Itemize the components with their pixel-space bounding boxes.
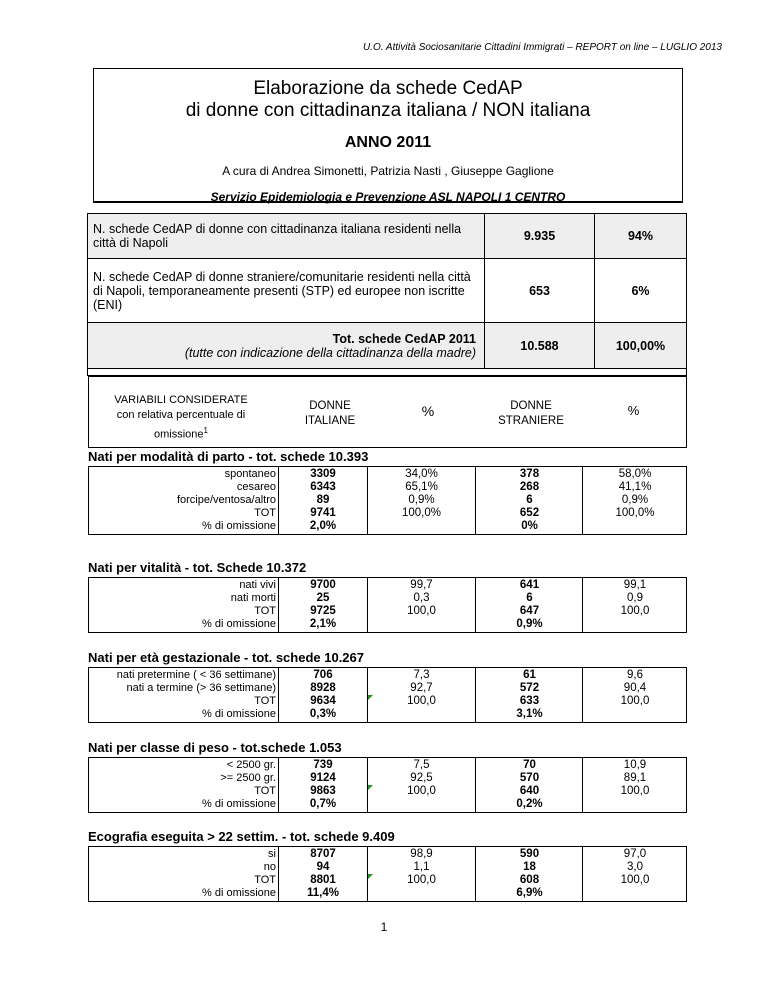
cell-stp: 58,0% [618,468,652,480]
cell-itp: 65,1% [405,481,438,493]
col-pct-1: % [421,403,435,419]
row-label: % di omissione [202,708,276,720]
col-variables-line-2: con relativa percentuale di [116,409,246,421]
cell-marker-icon [368,785,373,790]
cell-it: 89 [316,494,330,506]
section-title: Ecografia eseguita > 22 settim. - tot. schede 9.409 [88,829,395,844]
cell-stp: 100,0% [615,507,655,519]
column-header [88,376,687,448]
section-grid [88,466,687,535]
cell-itp: 99,7 [410,579,433,591]
cell-st: 6 [526,494,533,506]
table-row [89,669,276,682]
cell-stp: 97,0 [623,848,647,860]
cell-marker-icon [368,695,373,700]
col-variables-line-3 [92,423,270,443]
cell-st: 570 [519,772,540,784]
cell-itp: 100,0 [407,605,436,617]
section-title: Nati per modalità di parto - tot. schede 10.393 [88,449,369,464]
table-row [89,618,276,631]
table-row [89,481,276,494]
cell-itp: 0,3 [413,592,430,604]
cell-itp: 7,3 [413,669,430,681]
cell-it: 0,3% [309,708,337,720]
col-variables-omission: omissione [154,428,204,441]
title-line-1: Elaborazione da schede CedAP [253,78,523,99]
cell-st: 70 [523,759,536,771]
table-row [89,798,276,811]
summary-count: 653 [485,259,595,323]
cell-it: 6343 [310,481,336,493]
row-label: >= 2500 gr. [220,772,276,784]
summary-count: 9.935 [485,214,595,259]
cell-itp: 34,0% [405,468,438,480]
row-label: cesareo [236,481,276,493]
summary-count: 10.588 [485,323,595,369]
summary-row [88,214,687,259]
cell-stp: 99,1 [623,579,647,591]
cell-it: 11,4% [307,887,339,899]
summary-row [88,259,687,323]
cell-st: 6 [526,592,533,604]
table-row [89,874,276,887]
cell-itp: 100,0 [407,695,436,707]
table-row [89,759,276,772]
summary-label-total [88,323,485,369]
authors: A cura di Andrea Simonetti, Patrizia Nasti , Giuseppe Gaglione [222,164,554,178]
cell-it: 8707 [310,848,336,860]
summary-row [88,323,687,369]
row-label: TOT [254,695,276,707]
summary-label: N. schede CedAP di donne straniere/comunitarie residenti nella città di Napoli, temporaneamente presenti (STP) ed europee non iscritte (ENI) [88,259,485,323]
col-variables-line-1: VARIABILI CONSIDERATE [114,394,248,406]
cell-itp: 7,5 [413,759,430,771]
cell-stp: 90,4 [623,682,647,694]
cell-itp: 1,1 [413,861,430,873]
cell-st: 6,9% [516,887,543,899]
table-row [89,861,276,874]
row-label: % di omissione [202,520,276,532]
cell-it: 0,7% [309,798,337,810]
page-header: U.O. Attività Sociosanitarie Cittadini Immigrati – REPORT on line – LUGLIO 2013 [362,42,722,53]
cell-marker-icon [368,874,373,879]
row-label: % di omissione [202,887,276,899]
row-label: si [268,848,276,860]
cell-it: 25 [316,592,330,604]
section-title: Nati per classe di peso - tot.schede 1.053 [88,740,342,755]
cell-itp: 92,7 [410,682,433,694]
table-row [89,848,276,861]
cell-stp: 100,0 [620,874,650,886]
cell-stp: 100,0 [620,605,650,617]
report-year: ANNO 2011 [344,134,432,151]
row-label: spontaneo [224,468,276,480]
table-row [89,507,276,520]
cell-st: 0,9% [516,618,543,630]
row-label: nati morti [230,592,276,604]
table-row [89,605,276,618]
cell-itp: 100,0% [401,507,441,519]
row-label: % di omissione [202,798,276,810]
cell-st: 18 [523,861,536,873]
col-italian: DONNE ITALIANE [304,400,356,427]
row-label: < 2500 gr. [226,759,276,771]
cell-it: 94 [316,861,330,873]
cell-it: 706 [313,669,333,681]
cell-stp: 100,0 [620,695,650,707]
row-label: nati pretermine ( < 36 settimane) [116,669,276,681]
cell-it: 739 [313,759,333,771]
title-line-2: di donne con cittadinanza italiana / NON italiana [185,100,591,121]
cell-it: 9725 [310,605,336,617]
page-number: 1 [380,920,388,934]
row-label: TOT [254,785,276,797]
cell-st: 268 [519,481,540,493]
title-box [93,68,683,203]
cell-it: 2,1% [309,618,337,630]
summary-percent: 6% [595,259,687,323]
row-label: TOT [254,874,276,886]
table-row [89,682,276,695]
cell-itp: 100,0 [407,874,436,886]
row-label: nati a termine (> 36 settimane) [126,682,276,694]
cell-itp: 100,0 [407,785,436,797]
table-row [89,468,276,481]
row-label: TOT [254,605,276,617]
section-title: Nati per età gestazionale - tot. schede 10.267 [88,650,364,665]
cell-stp: 9,6 [627,669,643,681]
cell-st: 0,2% [516,798,543,810]
cell-it: 9700 [310,579,336,591]
table-row [89,887,276,900]
total-note: (tutte con indicazione della cittadinanza della madre) [184,345,476,360]
cell-stp: 3,0 [627,861,643,873]
cell-stp: 100,0 [620,785,650,797]
cell-st: 608 [519,874,540,886]
cell-it: 9124 [310,772,336,784]
col-foreign: DONNE STRANIERE [498,400,564,427]
cell-itp: 92,5 [410,772,433,784]
cell-st: 3,1% [516,708,543,720]
section-title: Nati per vitalità - tot. Schede 10.372 [88,560,307,575]
summary-table [87,213,687,369]
footnote-marker: 1 [203,426,208,435]
row-label: TOT [254,507,276,519]
cell-stp: 0,9% [621,494,649,506]
cell-it: 2,0% [309,520,337,532]
col-variables [92,393,270,443]
cell-st: 572 [519,682,540,694]
cell-it: 9863 [310,785,336,797]
table-row [89,785,276,798]
table-row [89,772,276,785]
row-label: no [263,861,276,873]
cell-it: 3309 [310,468,336,480]
cell-stp: 10,9 [623,759,647,771]
cell-stp: 41,1% [618,481,652,493]
cell-itp: 98,9 [410,848,433,860]
table-row [89,708,276,721]
table-row [89,695,276,708]
table-row [89,592,276,605]
cell-st: 61 [523,669,536,681]
section-grid [88,846,687,902]
cell-st: 633 [519,695,540,707]
cell-st: 0% [521,520,538,532]
cell-it: 9634 [310,695,336,707]
cell-it: 9741 [310,507,336,519]
section-grid [88,577,687,633]
table-row [89,579,276,592]
cell-st: 590 [519,848,540,860]
summary-percent: 100,00% [595,323,687,369]
cell-st: 652 [519,507,540,519]
table-row [89,494,276,507]
section-grid [88,757,687,813]
section-grid [88,667,687,723]
table-row [89,520,276,533]
col-pct-2: % [627,403,640,418]
row-label: % di omissione [202,618,276,630]
cell-it: 8801 [310,874,336,886]
total-label: Tot. schede CedAP 2011 [332,331,476,346]
cell-stp: 89,1 [623,772,647,784]
row-label: forcipe/ventosa/altro [176,494,276,506]
cell-itp: 0,9% [408,494,435,506]
cell-st: 641 [519,579,540,591]
cell-it: 8928 [310,682,336,694]
service-name: Servizio Epidemiologia e Prevenzione ASL NAPOLI 1 CENTRO [210,190,566,204]
cell-st: 640 [519,785,540,797]
cell-st: 647 [519,605,540,617]
row-label: nati vivi [239,579,276,591]
summary-label: N. schede CedAP di donne con cittadinanza italiana residenti nella città di Napoli [88,214,485,259]
summary-percent: 94% [595,214,687,259]
cell-stp: 0,9 [627,592,643,604]
separator-strip [87,368,687,376]
cell-st: 378 [519,468,540,480]
